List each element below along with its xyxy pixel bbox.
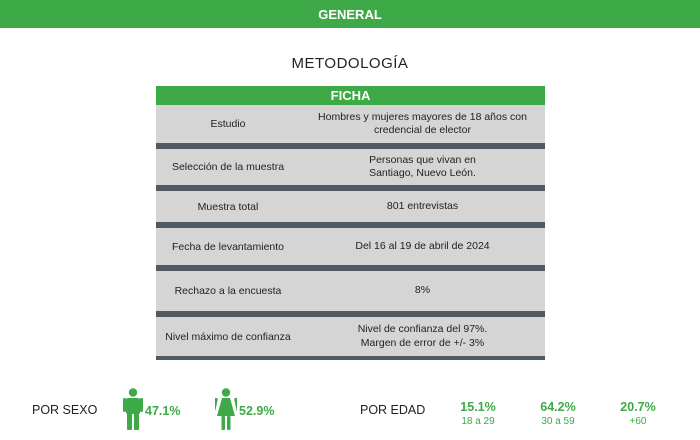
- row-value: [300, 200, 545, 213]
- ficha-row-estudio: [156, 105, 545, 149]
- row-value-line: credencial de elector: [374, 124, 471, 136]
- female-percentage: 52.9%: [239, 404, 275, 418]
- ficha-row-rechazo: [156, 271, 545, 317]
- age-group-pct: 20.7%: [620, 400, 656, 414]
- age-group-range: +60: [629, 416, 647, 427]
- row-label: Selección de la muestra: [171, 161, 285, 173]
- age-group-range: 18 a 29: [461, 416, 495, 427]
- row-label: Fecha de levantamiento: [171, 240, 285, 253]
- por-edad-label: POR EDAD: [360, 403, 426, 417]
- row-label: Nivel máximo de confianza: [165, 330, 291, 343]
- section-title: GENERAL: [318, 6, 382, 22]
- row-value: [300, 240, 545, 253]
- row-value-line: 8%: [414, 284, 431, 297]
- ficha-row-seleccion: [156, 149, 545, 191]
- age-group-pct: 15.1%: [460, 400, 496, 414]
- row-value: [300, 154, 545, 180]
- age-group-pct: 64.2%: [540, 400, 576, 414]
- demographics-section: [0, 385, 700, 435]
- row-value: [300, 284, 545, 297]
- page-title: METODOLOGÍA: [291, 55, 409, 72]
- row-label: Rechazo a la encuesta: [174, 285, 282, 297]
- ficha-row-confianza: [156, 317, 545, 360]
- row-value: [300, 323, 545, 349]
- row-label: Muestra total: [197, 200, 259, 213]
- row-value-line: Del 16 al 19 de abril de 2024: [355, 239, 490, 252]
- ficha-row-muestra: [156, 191, 545, 228]
- age-group-range: 30 a 59: [541, 416, 575, 427]
- row-value-line: Margen de error de +/- 3%: [360, 336, 485, 349]
- row-value-line: Nivel de confianza del 97%.: [357, 323, 488, 336]
- male-percentage: 47.1%: [145, 404, 181, 418]
- section-header-bar: [0, 0, 700, 28]
- row-label: Estudio: [210, 118, 246, 130]
- ficha-header: FICHA: [156, 86, 545, 105]
- row-value: [300, 111, 545, 137]
- row-value-line: Hombres y mujeres mayores de 18 años con: [318, 110, 527, 123]
- por-sexo-label: POR SEXO: [32, 403, 98, 417]
- male-person-icon: [123, 388, 143, 430]
- row-value-line: Santiago, Nuevo León.: [369, 167, 476, 179]
- female-person-icon: [215, 388, 237, 430]
- row-value-line: 801 entrevistas: [386, 199, 459, 212]
- ficha-row-fecha: [156, 228, 545, 271]
- ficha-table: [156, 86, 545, 360]
- row-value-line: Personas que vivan en: [369, 153, 476, 166]
